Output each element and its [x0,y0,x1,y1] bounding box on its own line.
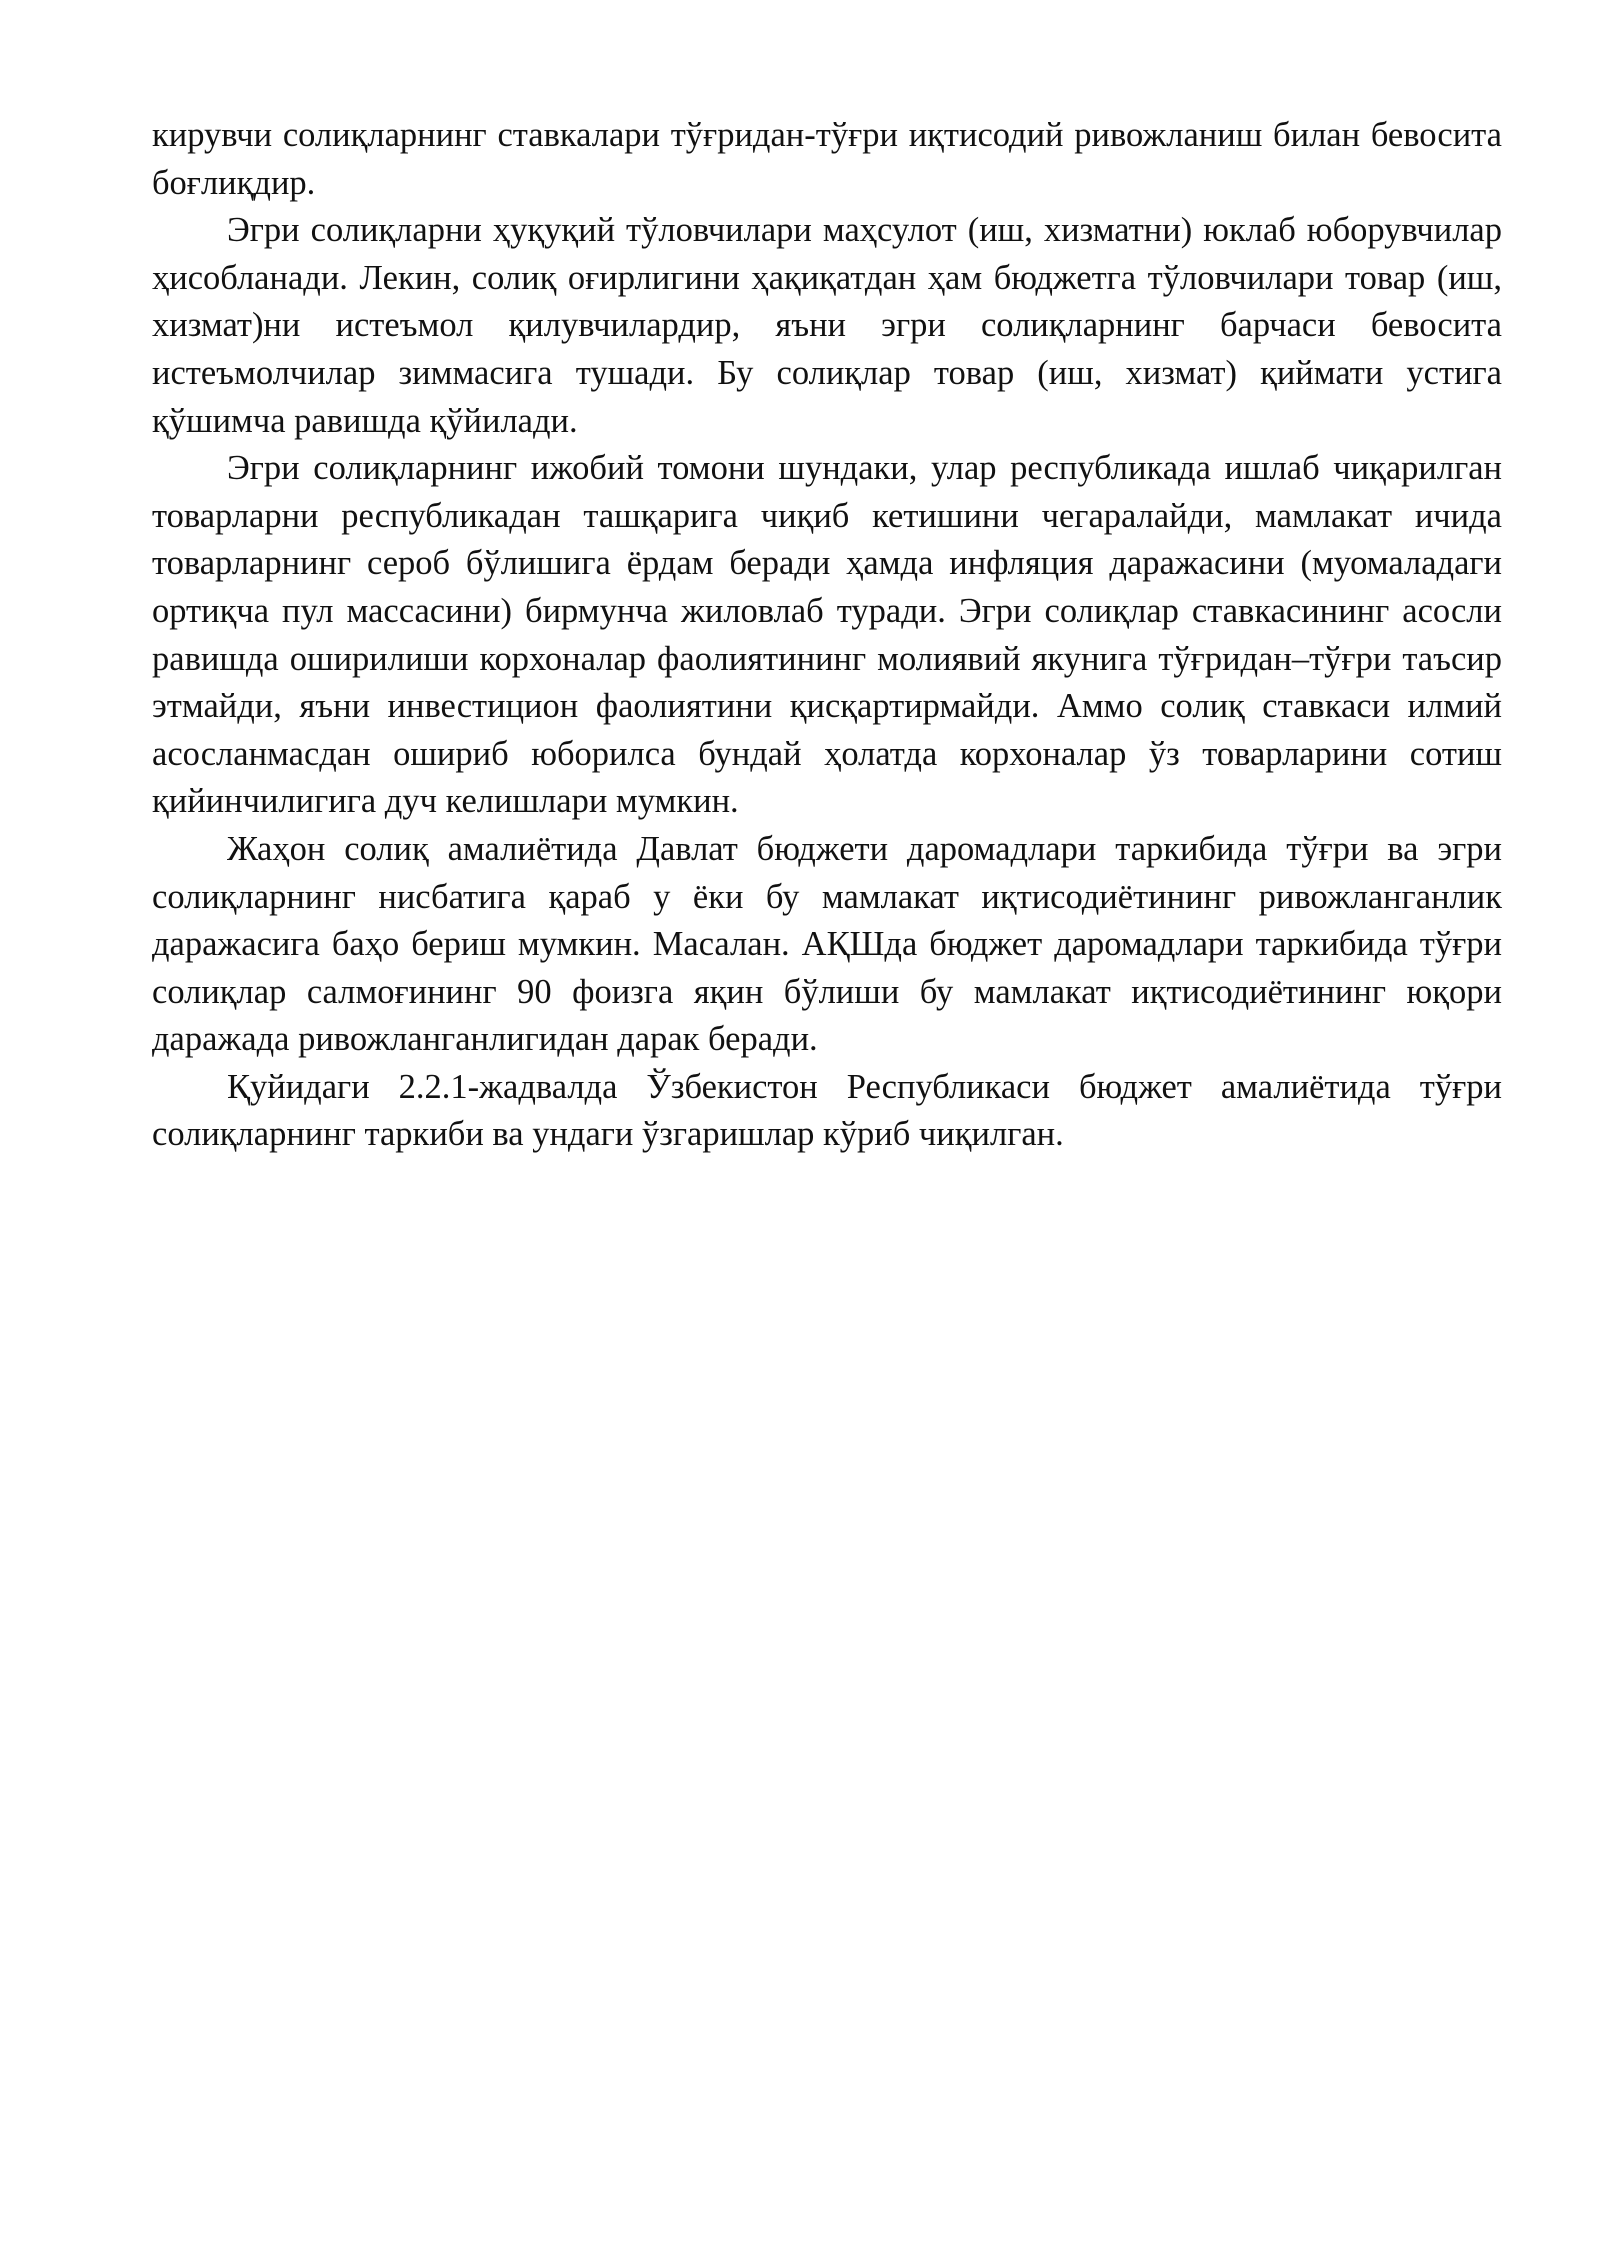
paragraph-continuation: кирувчи солиқларнинг ставкалари тўғридан-тўғри иқтисодий ривожланиш билан бевосита боғлиқдир. [152,116,1502,202]
document-page [152,112,1502,1159]
paragraph-indirect-tax-advantages: Эгри солиқларнинг ижобий томони шундаки, улар республикада ишлаб чиқарилган товарларни республикадан ташқарига чиқиб кетишини чегаралайди, мамлакат ичида товарларнинг сероб бўлишига ёрдам беради ҳамда инфляция даражасини (муомаладаги ортиқча пул массасини) бирмунча жиловлаб туради. Эгри солиқлар ставкасининг асосли равишда оширилиши корхоналар фаолиятининг молиявий якунига тўғридан–тўғри таъсир этмайди, яъни инвестицион фаолиятини қисқартирмайди. Аммо солиқ ставкаси илмий асосланмасдан ошириб юборилса бундай ҳолатда корхоналар ўз товарларини сотиш қийинчилигига дуч келишлари мумкин. [152,449,1502,821]
paragraph-table-reference: Қуйидаги 2.2.1-жадвалда Ўзбекистон Республикаси бюджет амалиётида тўғри солиқларнинг таркиби ва ундаги ўзгаришлар кўриб чиқилган. [152,1067,1502,1154]
paragraph-world-practice: Жаҳон солиқ амалиётида Давлат бюджети даромадлари таркибида тўғри ва эгри солиқларнинг нисбатига қараб у ёки бу мамлакат иқтисодиётининг ривожланганлик даражасига баҳо бериш мумкин. Масалан. АҚШда бюджет даромадлари таркибида тўғри солиқлар салмоғининг 90 фоизга яқин бўлиши бу мамлакат иқтисодиётининг юқори даражада ривожланганлигидан дарак беради. [152,829,1502,1059]
paragraph-indirect-tax-payers: Эгри солиқларни ҳуқуқий тўловчилари маҳсулот (иш, хизматни) юклаб юборувчилар ҳисобланади. Лекин, солиқ оғирлигини ҳақиқатдан ҳам бюджетга тўловчилари товар (иш, хизмат)ни истеъмол қилувчилардир, яъни эгри солиқларнинг барчаси бевосита истеъмолчилар зиммасига тушади. Бу солиқлар товар (иш, хизмат) қиймати устига қўшимча равишда қўйилади. [152,211,1502,440]
